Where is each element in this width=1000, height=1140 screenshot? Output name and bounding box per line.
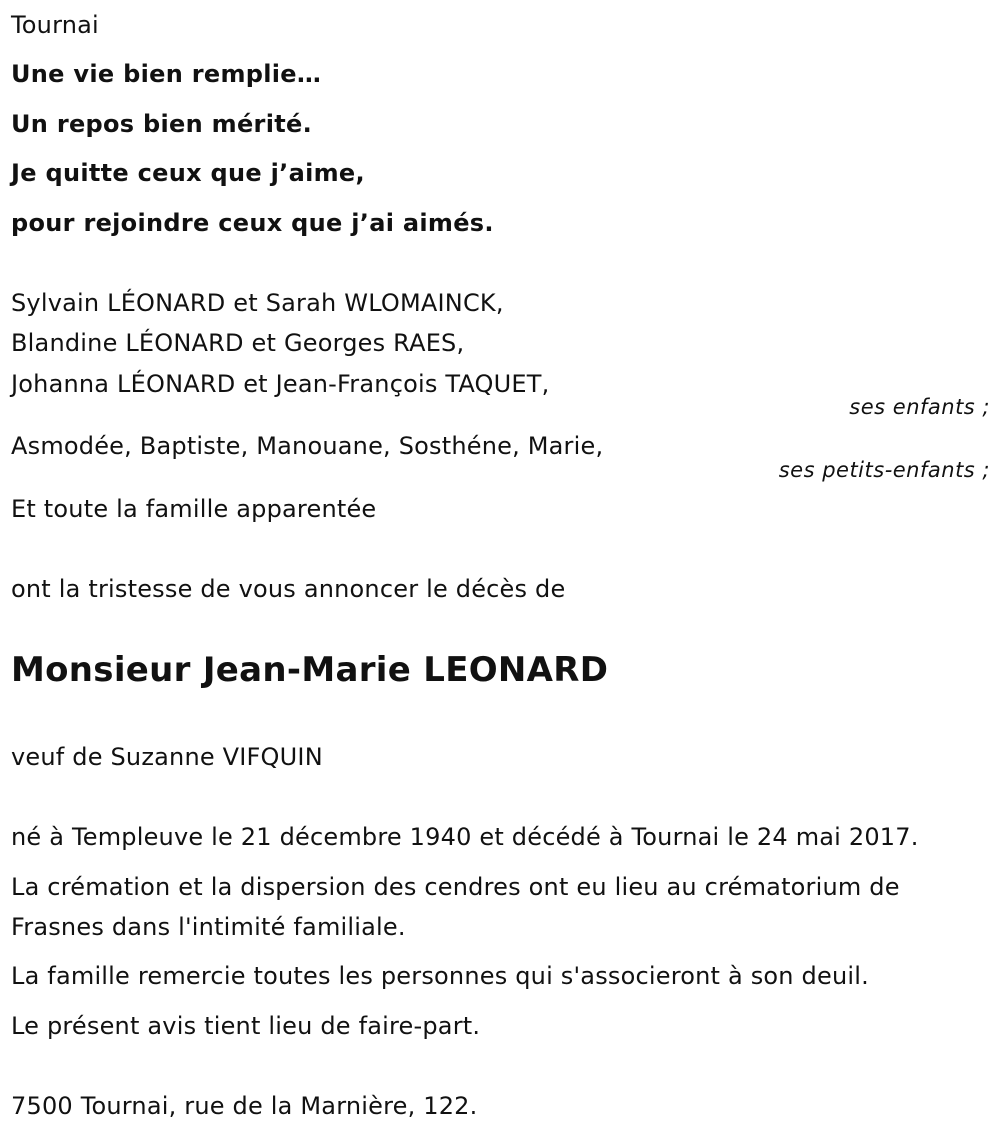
address-line: 7500 Tournai, rue de la Marnière, 122. [11,1092,478,1120]
birth-death-line: né à Templeuve le 21 décembre 1940 et décédé à Tournai le 24 mai 2017. [11,823,919,851]
announcement-line: ont la tristesse de vous annoncer le décès de [11,575,566,603]
cremation-line-2: Frasnes dans l'intimité familiale. [11,913,406,941]
cremation-line-1: La crémation et la dispersion des cendres ont eu lieu au crématorium de [11,873,900,901]
poem-line-2: Un repos bien mérité. [11,110,312,138]
city-header: Tournai [11,11,99,39]
thanks-line: La famille remercie toutes les personnes qui s'associeront à son deuil. [11,962,869,990]
deceased-name: Monsieur Jean-Marie LEONARD [11,650,609,690]
widower-line: veuf de Suzanne VIFQUIN [11,743,323,771]
child-line-1: Sylvain LÉONARD et Sarah WLOMAINCK, [11,289,504,317]
grandchildren-names: Asmodée, Baptiste, Manouane, Sosthéne, Marie, [11,432,604,460]
child-line-2: Blandine LÉONARD et Georges RAES, [11,329,465,357]
children-role: ses enfants ; [849,395,990,419]
poem-line-1: Une vie bien remplie… [11,60,322,88]
notice-line: Le présent avis tient lieu de faire-part. [11,1012,481,1040]
child-line-3: Johanna LÉONARD et Jean-François TAQUET, [11,370,550,398]
poem-line-4: pour rejoindre ceux que j’ai aimés. [11,209,494,237]
grandchildren-role: ses petits-enfants ; [778,458,990,482]
family-line: Et toute la famille apparentée [11,495,377,523]
poem-line-3: Je quitte ceux que j’aime, [11,159,365,187]
